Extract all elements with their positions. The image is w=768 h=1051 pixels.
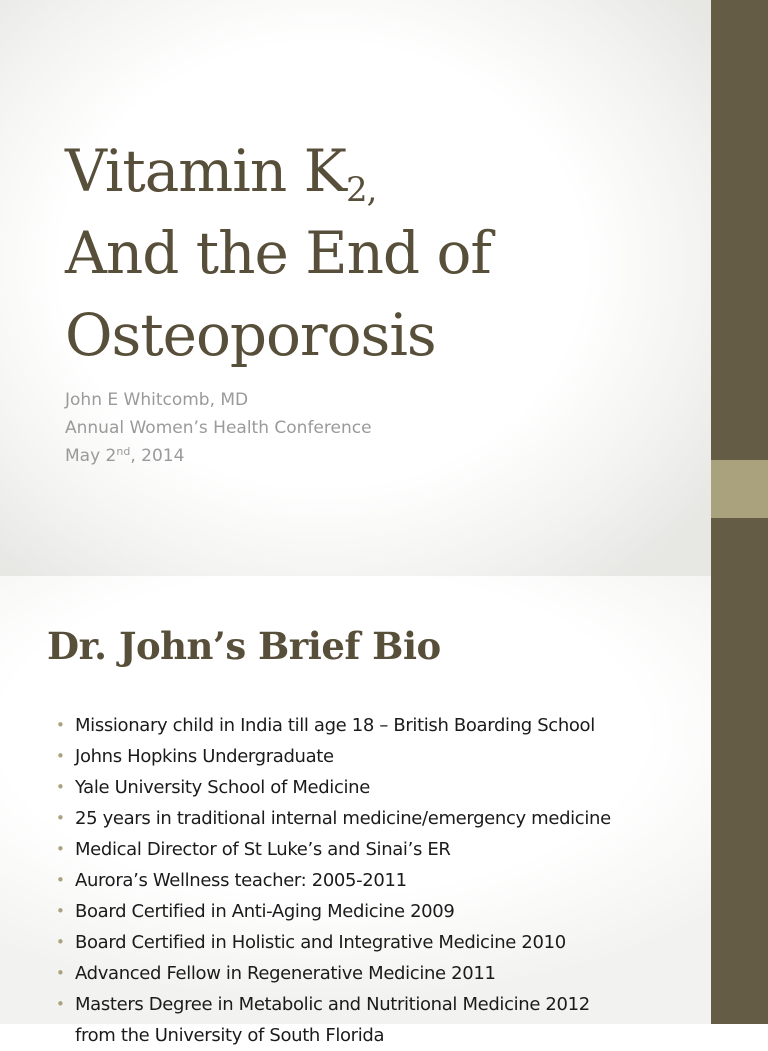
title-subscript: 2,	[345, 170, 377, 210]
bio-item	[56, 741, 706, 772]
title-line-2: And the End of	[65, 219, 491, 287]
bio-item	[56, 772, 706, 803]
bio-item-text: Yale University School of Medicine	[75, 777, 370, 798]
bio-item	[56, 896, 706, 927]
title-line-3: Osteoporosis	[65, 301, 436, 369]
bio-item	[56, 803, 706, 834]
bio-item	[56, 865, 706, 896]
slide-title	[65, 130, 685, 376]
bullet-icon: •	[56, 840, 65, 858]
date-ordinal-suffix: nd	[116, 445, 131, 458]
title-line-1	[65, 130, 685, 212]
bio-item	[56, 989, 706, 1020]
bio-item	[56, 710, 706, 741]
bullet-icon: •	[56, 809, 65, 827]
bullet-icon: •	[56, 995, 65, 1013]
bio-item-text: Masters Degree in Metabolic and Nutritional Medicine 2012	[75, 994, 590, 1015]
bullet-icon: •	[56, 716, 65, 734]
bullet-icon: •	[56, 902, 65, 920]
bullet-icon: •	[56, 871, 65, 889]
sidebar-accent-block	[711, 460, 768, 518]
title-line-1-text: Vitamin K	[65, 137, 346, 205]
event-name: Annual Women’s Health Conference	[65, 418, 372, 438]
bio-list	[56, 710, 706, 1051]
date-day: May 2	[65, 446, 117, 466]
author-name: John E Whitcomb, MD	[65, 390, 249, 410]
bullet-icon: •	[56, 933, 65, 951]
bio-item	[56, 834, 706, 865]
bio-item-text: 25 years in traditional internal medicine/emergency medicine	[75, 808, 611, 829]
date-year: , 2014	[130, 446, 185, 466]
bio-item	[56, 958, 706, 989]
slide-subtitle	[65, 386, 665, 470]
event-date	[65, 442, 665, 470]
bio-slide	[0, 576, 768, 1046]
bio-item-text: from the University of South Florida	[75, 1025, 385, 1046]
bio-item	[56, 927, 706, 958]
bullet-icon: •	[56, 964, 65, 982]
bio-item-text: Board Certified in Anti-Aging Medicine 2009	[75, 901, 455, 922]
bio-item-text: Johns Hopkins Undergraduate	[75, 746, 334, 767]
bio-heading: Dr. John’s Brief Bio	[47, 624, 441, 668]
bio-item-text: Advanced Fellow in Regenerative Medicine 2011	[75, 963, 496, 984]
sidebar-band	[711, 576, 768, 1024]
bio-item-text: Aurora’s Wellness teacher: 2005-2011	[75, 870, 407, 891]
bio-item-text: Missionary child in India till age 18 – British Boarding School	[75, 715, 595, 736]
bio-item-text: Board Certified in Holistic and Integrative Medicine 2010	[75, 932, 566, 953]
bullet-icon: •	[56, 778, 65, 796]
bio-item-continuation	[56, 1020, 706, 1051]
bullet-icon: •	[56, 747, 65, 765]
bio-item-text: Medical Director of St Luke’s and Sinai’s ER	[75, 839, 451, 860]
